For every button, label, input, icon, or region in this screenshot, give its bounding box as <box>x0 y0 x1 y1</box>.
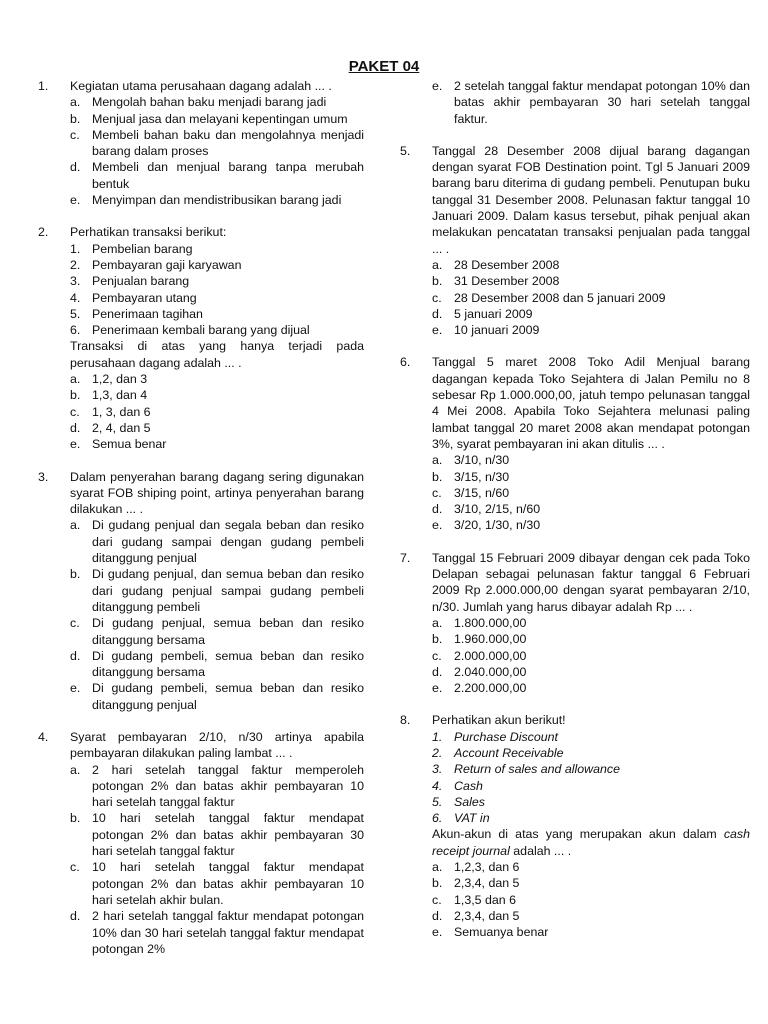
option-label: e. <box>432 323 443 338</box>
item-text: Pembelian barang <box>92 241 193 256</box>
option-label: b. <box>432 274 443 289</box>
option-label: d. <box>432 306 443 321</box>
option-label: b. <box>70 388 81 403</box>
option-label: d. <box>70 909 81 924</box>
question-6 <box>400 354 750 533</box>
question-2 <box>38 224 364 452</box>
answer-option <box>70 192 364 208</box>
question-text: Dalam penyerahan barang dagang sering digunakan syarat FOB shiping point, artinya penyerahan barang dilakukan ... . <box>70 469 364 517</box>
item-label: 1. <box>432 729 443 744</box>
option-text: 3/10, 2/15, n/60 <box>454 502 541 517</box>
question-number: 1. <box>38 79 49 93</box>
account-item <box>432 810 750 826</box>
option-text: Membeli bahan baku dan mengolahnya menjadi barang dalam proses <box>92 127 364 159</box>
answer-option <box>70 762 364 811</box>
option-text: Membeli dan menjual barang tanpa merubah bentuk <box>92 160 364 191</box>
option-label: c. <box>432 892 442 907</box>
question-number: 5. <box>400 143 411 158</box>
transaction-item <box>70 306 364 322</box>
option-label: b. <box>70 111 81 126</box>
option-label: d. <box>70 420 81 435</box>
item-text: VAT in <box>454 811 490 826</box>
option-text: 3/10, n/30 <box>454 453 510 468</box>
account-item <box>432 729 750 745</box>
answer-option <box>432 859 750 875</box>
transaction-item <box>70 290 364 306</box>
answer-option <box>70 111 364 127</box>
option-label: e. <box>70 437 81 452</box>
item-text: Pembayaran utang <box>92 290 197 305</box>
item-label: 5. <box>70 306 81 321</box>
option-text: Semua benar <box>92 437 167 452</box>
item-label: 1. <box>70 241 81 256</box>
option-text: 3/15, n/60 <box>454 485 510 500</box>
option-label: a. <box>432 615 443 630</box>
transaction-item <box>70 273 364 289</box>
question-body <box>432 712 750 940</box>
answer-option <box>432 290 750 306</box>
option-label: d. <box>70 648 81 663</box>
item-label: 2. <box>432 745 443 760</box>
question-5 <box>400 143 750 339</box>
question-text: Syarat pembayaran 2/10, n/30 artinya apabila pembayaran dilakukan paling lambat ... . <box>70 729 364 761</box>
option-label: a. <box>432 453 443 468</box>
answer-option <box>432 631 750 647</box>
answer-option <box>432 664 750 680</box>
item-text: Pembayaran gaji karyawan <box>92 257 242 272</box>
option-label: a. <box>432 860 443 875</box>
option-text: 10 januari 2009 <box>454 323 540 338</box>
option-label: d. <box>70 160 81 175</box>
question-body <box>70 78 364 208</box>
option-text: 2.000.000,00 <box>454 648 527 663</box>
question-text: Tanggal 28 Desember 2008 dijual barang dagangan dengan syarat FOB Destination point. Tgl 5 Januari 2009 barang baru diterima di gudang pembeli. Penutupan buku tanggal 31 Desember 2008. Pelunasan faktur tanggal 10 Januari 2009. Dalam kasus tersebut, pihak penjual akan melakukan pencatatan transaksi penjualan pada tanggal ... . <box>432 143 750 256</box>
option-text: Semuanya benar <box>454 925 549 940</box>
option-label: c. <box>70 860 80 875</box>
question-body <box>432 143 750 339</box>
option-text: 31 Desember 2008 <box>454 274 560 289</box>
answer-option <box>432 273 750 289</box>
question-1 <box>38 78 364 208</box>
question-followup-text: Akun-akun di atas yang merupakan akun dalam cash receipt journal adalah ... . <box>432 827 750 858</box>
question-body <box>70 729 364 957</box>
answer-option <box>70 615 364 648</box>
option-label: d. <box>432 908 443 923</box>
item-text: Penerimaan tagihan <box>92 306 203 321</box>
account-item <box>432 761 750 777</box>
question-number: 4. <box>38 729 49 744</box>
item-label: 3. <box>432 762 443 777</box>
answer-option <box>70 387 364 403</box>
option-text: 1,2, dan 3 <box>92 372 148 387</box>
question-4 <box>38 729 364 957</box>
question-body <box>432 354 750 533</box>
question-8 <box>400 712 750 940</box>
answer-option <box>70 420 364 436</box>
answer-option <box>432 680 750 696</box>
answer-option <box>432 306 750 322</box>
question-number: 2. <box>38 225 49 240</box>
answer-option <box>70 566 364 615</box>
option-text: 28 Desember 2008 <box>454 257 560 272</box>
option-text: Menyimpan dan mendistribusikan barang jadi <box>92 193 342 208</box>
answer-option <box>432 892 750 908</box>
answer-option <box>432 648 750 664</box>
answer-option <box>432 615 750 631</box>
answer-option <box>432 452 750 468</box>
journal-term: cash receipt journal <box>432 827 750 858</box>
option-text: 2,3,4, dan 5 <box>454 908 520 923</box>
account-item <box>432 794 750 810</box>
option-label: e. <box>70 681 81 696</box>
answer-option <box>70 810 364 859</box>
option-label: a. <box>70 95 81 110</box>
option-label: b. <box>70 811 81 826</box>
answer-option <box>432 469 750 485</box>
option-label: b. <box>432 876 443 891</box>
item-label: 3. <box>70 274 81 289</box>
question-text: Tanggal 15 Februari 2009 dibayar dengan cek pada Toko Delapan sebagai pelunasan faktur tanggal 6 Februari 2009 Rp 2.000.000,00 dengan syarat pembayaran 2/10, n/30. Jumlah yang harus dibayar adalah Rp ... . <box>432 550 750 614</box>
answer-option <box>432 875 750 891</box>
option-text: 2 hari setelah tanggal faktur mendapat potongan 10% dan 30 hari setelah tanggal faktur mendapat potongan 2% <box>92 909 364 956</box>
option-text: Di gudang pembeli, semua beban dan resiko ditanggung bersama <box>92 648 364 680</box>
item-label: 4. <box>70 290 81 305</box>
option-text: Menjual jasa dan melayani kepentingan umum <box>92 111 348 126</box>
option-text: 10 hari setelah tanggal faktur mendapat potongan 2% dan batas akhir pembayaran 30 hari setelah tanggal faktur <box>92 811 364 859</box>
item-label: 6. <box>70 323 81 338</box>
item-text: Sales <box>454 794 485 809</box>
option-label: b. <box>70 567 81 582</box>
item-text: Purchase Discount <box>454 729 558 744</box>
left-column <box>38 78 364 973</box>
option-label: d. <box>432 502 443 517</box>
question-text: Kegiatan utama perusahaan dagang adalah ... . <box>70 79 332 93</box>
answer-option <box>70 94 364 110</box>
item-text: Return of sales and allowance <box>454 762 620 777</box>
answer-option <box>70 436 364 452</box>
answer-option <box>70 159 364 192</box>
option-label: d. <box>432 664 443 679</box>
option-label: e. <box>432 79 443 93</box>
account-item <box>432 745 750 761</box>
option-label: c. <box>432 290 442 305</box>
option-text: 28 Desember 2008 dan 5 januari 2009 <box>454 290 666 305</box>
item-label: 6. <box>432 811 443 826</box>
option-text: 1,3,5 dan 6 <box>454 892 517 907</box>
question-text: Perhatikan akun berikut! <box>432 713 566 728</box>
option-text: 10 hari setelah tanggal faktur mendapat potongan 2% dan batas akhir pembayaran 10 hari setelah akhir bulan. <box>92 860 364 907</box>
answer-option <box>70 648 364 681</box>
option-label: a. <box>70 518 81 533</box>
answer-option <box>70 371 364 387</box>
option-label: c. <box>70 127 80 142</box>
answer-option <box>70 859 364 908</box>
question-followup-text: Transaksi di atas yang hanya terjadi pada perusahaan dagang adalah ... . <box>70 339 364 370</box>
option-text: 3/15, n/30 <box>454 469 510 484</box>
option-label: e. <box>432 925 443 940</box>
question-3 <box>38 469 364 713</box>
item-text: Account Receivable <box>454 745 564 760</box>
question-text: Tanggal 5 maret 2008 Toko Adil Menjual barang dagangan kepada Toko Sejahtera di Jalan Pemilu no 8 sebesar Rp 1.000.000,00, jatuh tempo pelunasan tanggal 4 Mei 2008. Apabila Toko Sejahtera melunasi paling lambat tanggal 20 maret 2008 akan mendapat potongan 3%, syarat pembayaran ini akan ditulis ... . <box>432 355 750 451</box>
answer-option <box>432 78 750 127</box>
question-number: 8. <box>400 713 411 728</box>
question-text: Perhatikan transaksi berikut: <box>70 225 227 240</box>
option-text: 1.800.000,00 <box>454 615 527 630</box>
option-label: b. <box>432 632 443 647</box>
answer-option <box>70 127 364 160</box>
option-label: a. <box>70 762 81 777</box>
answer-option <box>432 485 750 501</box>
option-label: a. <box>70 372 81 387</box>
option-text: 1,3, dan 4 <box>92 388 148 403</box>
question-7 <box>400 550 750 697</box>
option-text: 1, 3, dan 6 <box>92 404 151 419</box>
option-label: e. <box>432 681 443 696</box>
question-number: 7. <box>400 550 411 565</box>
option-text: 2, 4, dan 5 <box>92 420 151 435</box>
option-text: 3/20, 1/30, n/30 <box>454 518 541 533</box>
right-column <box>400 78 750 957</box>
option-text: Mengolah bahan baku menjadi barang jadi <box>92 95 327 110</box>
answer-option <box>432 517 750 533</box>
option-text: Di gudang penjual, semua beban dan resiko ditanggung bersama <box>92 616 364 647</box>
option-label: a. <box>432 257 443 272</box>
option-label: c. <box>432 648 442 663</box>
question-number: 6. <box>400 355 411 370</box>
answer-option <box>70 404 364 420</box>
question-body <box>70 224 364 452</box>
option-text: 2 hari setelah tanggal faktur memperoleh potongan 2% dan batas akhir pembayaran 10 hari setelah tanggal faktur <box>92 762 364 810</box>
answer-option <box>432 501 750 517</box>
option-label: c. <box>70 404 80 419</box>
option-label: c. <box>432 485 442 500</box>
answer-option <box>432 924 750 940</box>
answer-option <box>432 908 750 924</box>
option-text: 2.040.000,00 <box>454 664 527 679</box>
option-label: c. <box>70 616 80 631</box>
option-text: Di gudang pembeli, semua beban dan resiko ditanggung penjual <box>92 681 364 712</box>
answer-option <box>432 322 750 338</box>
item-text: Penerimaan kembali barang yang dijual <box>92 323 310 338</box>
answer-option <box>70 680 364 713</box>
item-text: Cash <box>454 778 483 793</box>
item-text: Penjualan barang <box>92 274 190 289</box>
item-label: 4. <box>432 778 443 793</box>
question-body <box>70 469 364 713</box>
answer-option <box>70 517 364 566</box>
page-title: PAKET 04 <box>348 58 420 75</box>
answer-option <box>70 908 364 957</box>
question-number: 3. <box>38 469 49 484</box>
option-text: 2 setelah tanggal faktur mendapat potongan 10% dan batas akhir pembayaran 30 hari setelah tanggal faktur. <box>454 79 750 126</box>
option-label: b. <box>432 469 443 484</box>
option-text: 1.960.000,00 <box>454 632 527 647</box>
transaction-item <box>70 257 364 273</box>
item-label: 2. <box>70 257 81 272</box>
answer-option <box>432 257 750 273</box>
transaction-item <box>70 322 364 338</box>
account-item <box>432 778 750 794</box>
option-text: 1,2,3, dan 6 <box>454 860 520 875</box>
option-label: e. <box>432 518 443 533</box>
item-label: 5. <box>432 794 443 809</box>
option-text: Di gudang penjual dan segala beban dan resiko dari gudang sampai dengan gudang pembeli ditanggung penjual <box>92 518 364 566</box>
question-body <box>432 550 750 697</box>
option-text: Di gudang penjual, dan semua beban dan resiko dari gudang penjual sampai gudang pembeli ditanggung pembeli <box>92 567 364 614</box>
question-4-continuation <box>400 78 750 127</box>
transaction-item <box>70 241 364 257</box>
option-text: 5 januari 2009 <box>454 306 533 321</box>
option-text: 2,3,4, dan 5 <box>454 876 520 891</box>
option-label: e. <box>70 193 81 208</box>
option-text: 2.200.000,00 <box>454 681 527 696</box>
